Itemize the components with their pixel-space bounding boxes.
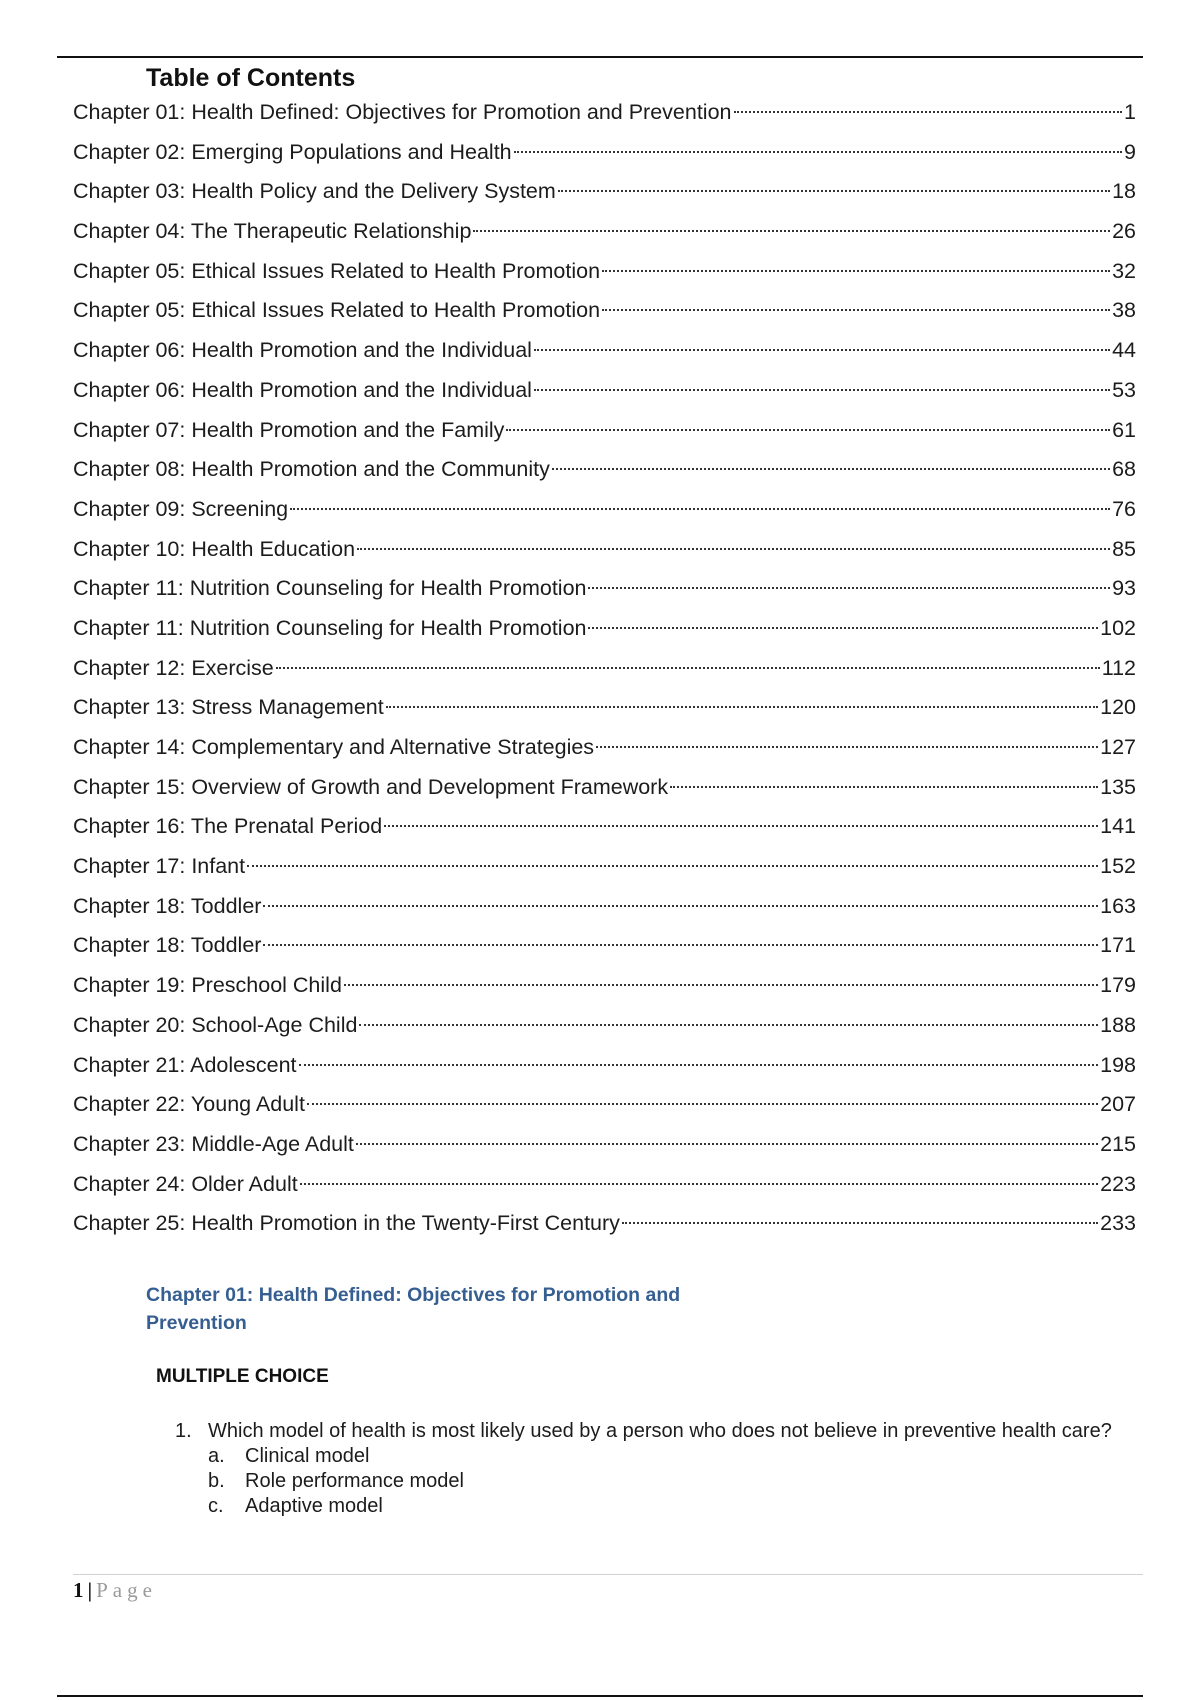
toc-entry-page: 53 bbox=[1112, 377, 1136, 402]
toc-entry-label: Chapter 25: Health Promotion in the Twenty-First Century bbox=[73, 1211, 620, 1236]
toc-entry-page: 1 bbox=[1124, 100, 1136, 124]
toc-entry-label: Chapter 11: Nutrition Counseling for Health Promotion bbox=[73, 615, 587, 640]
toc-entry-page: 68 bbox=[1112, 457, 1136, 482]
toc-dot-leader bbox=[384, 824, 1098, 827]
answer-options bbox=[208, 1444, 1115, 1519]
toc-entry[interactable] bbox=[73, 926, 1136, 966]
toc-entry[interactable] bbox=[73, 1046, 1136, 1086]
toc-entry-label: Chapter 01: Health Defined: Objectives for Promotion and Prevention bbox=[73, 100, 732, 124]
toc-entry-page: 120 bbox=[1100, 695, 1136, 720]
toc-entry[interactable] bbox=[73, 609, 1136, 649]
toc-entry-page: 85 bbox=[1112, 536, 1136, 561]
toc-entry-page: 26 bbox=[1112, 219, 1136, 244]
bottom-rule bbox=[57, 1695, 1143, 1697]
toc-dot-leader bbox=[263, 943, 1098, 946]
toc-entry-label: Chapter 06: Health Promotion and the Individual bbox=[73, 377, 532, 402]
toc-entry-label: Chapter 18: Toddler bbox=[73, 893, 262, 918]
toc-dot-leader bbox=[299, 1063, 1099, 1066]
toc-entry-page: 127 bbox=[1100, 735, 1136, 759]
footer-page-word: Page bbox=[96, 1578, 157, 1602]
toc-entry[interactable] bbox=[73, 1006, 1136, 1046]
toc-entry-page: 198 bbox=[1100, 1052, 1136, 1077]
toc-entry-label: Chapter 18: Toddler bbox=[73, 933, 262, 958]
toc-entry-page: 102 bbox=[1100, 615, 1136, 640]
toc-entry-page: 233 bbox=[1100, 1211, 1136, 1236]
toc-entry[interactable] bbox=[73, 807, 1136, 847]
toc-entry[interactable] bbox=[73, 966, 1136, 1006]
toc-dot-leader bbox=[506, 428, 1110, 431]
toc-dot-leader bbox=[602, 269, 1110, 272]
toc-dot-leader bbox=[734, 110, 1123, 113]
toc-entry-page: 135 bbox=[1100, 774, 1136, 799]
toc-entry[interactable] bbox=[73, 490, 1136, 530]
footer-page-number: 1 bbox=[73, 1578, 84, 1602]
toc-dot-leader bbox=[263, 904, 1098, 907]
toc-entry-label: Chapter 03: Health Policy and the Delivery System bbox=[73, 179, 556, 204]
toc-dot-leader bbox=[534, 388, 1110, 391]
toc-entry-page: 93 bbox=[1112, 576, 1136, 601]
page-footer bbox=[73, 1578, 157, 1603]
answer-option-c bbox=[208, 1494, 1115, 1519]
toc-entry-page: 76 bbox=[1112, 496, 1136, 521]
toc-entry-page: 38 bbox=[1112, 298, 1136, 323]
answer-option-a bbox=[208, 1444, 1115, 1469]
toc-entry[interactable] bbox=[73, 768, 1136, 808]
toc-entry-label: Chapter 04: The Therapeutic Relationship bbox=[73, 219, 472, 244]
toc-entry[interactable] bbox=[73, 172, 1136, 212]
toc-dot-leader bbox=[247, 864, 1098, 867]
toc-dot-leader bbox=[514, 150, 1122, 153]
toc-title: Table of Contents bbox=[146, 64, 356, 92]
toc-dot-leader bbox=[300, 1182, 1098, 1185]
toc-entry[interactable] bbox=[73, 212, 1136, 252]
toc-dot-leader bbox=[552, 467, 1110, 470]
toc-entry-label: Chapter 16: The Prenatal Period bbox=[73, 814, 383, 839]
question-number: 1. bbox=[175, 1420, 192, 1442]
toc-entry-page: 163 bbox=[1100, 893, 1136, 918]
toc-entry-page: 9 bbox=[1124, 139, 1136, 164]
toc-entry[interactable] bbox=[73, 887, 1136, 927]
toc-entry[interactable] bbox=[73, 133, 1136, 173]
toc-entry[interactable] bbox=[73, 1085, 1136, 1125]
toc-entry[interactable] bbox=[73, 450, 1136, 490]
toc-entry-label: Chapter 11: Nutrition Counseling for Health Promotion bbox=[73, 576, 587, 601]
toc-entry-page: 171 bbox=[1100, 933, 1136, 958]
toc-entry[interactable] bbox=[73, 411, 1136, 451]
toc-entry-page: 141 bbox=[1100, 814, 1136, 839]
toc-entry[interactable] bbox=[73, 1125, 1136, 1165]
toc-dot-leader bbox=[386, 705, 1098, 708]
toc-entry-page: 188 bbox=[1100, 1012, 1136, 1037]
toc-entry-label: Chapter 05: Ethical Issues Related to Health Promotion bbox=[73, 298, 601, 323]
option-letter: b. bbox=[208, 1470, 225, 1492]
toc-dot-leader bbox=[290, 507, 1110, 510]
toc-entry[interactable] bbox=[73, 291, 1136, 331]
toc-dot-leader bbox=[558, 189, 1110, 192]
question-text: Which model of health is most likely used by a person who does not believe in preventive health care? bbox=[208, 1420, 1112, 1442]
toc-entry[interactable] bbox=[73, 688, 1136, 728]
toc-entry-page: 179 bbox=[1100, 973, 1136, 998]
toc-entry-label: Chapter 14: Complementary and Alternative Strategies bbox=[73, 735, 595, 759]
toc-entry[interactable] bbox=[73, 847, 1136, 887]
question bbox=[175, 1418, 1115, 1519]
toc-entry-page: 152 bbox=[1100, 854, 1136, 879]
toc-dot-leader bbox=[534, 348, 1110, 351]
toc-entry[interactable] bbox=[73, 331, 1136, 371]
top-rule bbox=[57, 56, 1143, 58]
section-label: MULTIPLE CHOICE bbox=[156, 1366, 329, 1387]
option-letter: c. bbox=[208, 1495, 224, 1517]
toc-entry-label: Chapter 24: Older Adult bbox=[73, 1171, 298, 1196]
option-letter: a. bbox=[208, 1445, 225, 1467]
toc-entry-page: 18 bbox=[1112, 179, 1136, 204]
option-text: Clinical model bbox=[245, 1445, 370, 1467]
toc-dot-leader bbox=[307, 1102, 1098, 1105]
toc-dot-leader bbox=[359, 1023, 1098, 1026]
toc-entry-label: Chapter 02: Emerging Populations and Health bbox=[73, 139, 512, 164]
toc-dot-leader bbox=[357, 547, 1110, 550]
toc-entry-label: Chapter 09: Screening bbox=[73, 496, 289, 521]
toc-entry-label: Chapter 23: Middle-Age Adult bbox=[73, 1131, 354, 1156]
toc-dot-leader bbox=[622, 1221, 1098, 1224]
toc-entry-page: 61 bbox=[1112, 417, 1136, 442]
toc-dot-leader bbox=[596, 745, 1098, 748]
toc-dot-leader bbox=[602, 308, 1110, 311]
footer-rule bbox=[73, 1574, 1143, 1575]
answer-option-b bbox=[208, 1469, 1115, 1494]
toc-entry-page: 215 bbox=[1100, 1131, 1136, 1156]
toc-entry-page: 44 bbox=[1112, 338, 1136, 363]
toc-entry-label: Chapter 21: Adolescent bbox=[73, 1052, 297, 1077]
toc-entry-label: Chapter 20: School-Age Child bbox=[73, 1012, 358, 1037]
toc-entry[interactable] bbox=[73, 93, 1136, 133]
toc-entry-label: Chapter 22: Young Adult bbox=[73, 1092, 305, 1117]
toc-entry-page: 112 bbox=[1101, 655, 1136, 680]
toc-entry-page: 32 bbox=[1112, 258, 1136, 283]
toc-entry-label: Chapter 19: Preschool Child bbox=[73, 973, 342, 998]
toc-dot-leader bbox=[344, 983, 1098, 986]
toc-entry-label: Chapter 12: Exercise bbox=[73, 655, 274, 680]
toc-entry[interactable] bbox=[73, 649, 1136, 689]
toc-entry[interactable] bbox=[73, 252, 1136, 292]
toc-entry-label: Chapter 13: Stress Management bbox=[73, 695, 384, 720]
toc-entry-label: Chapter 07: Health Promotion and the Family bbox=[73, 417, 505, 442]
toc-entry[interactable] bbox=[73, 530, 1136, 570]
toc-dot-leader bbox=[588, 626, 1098, 629]
toc-dot-leader bbox=[276, 666, 1100, 669]
toc-dot-leader bbox=[588, 586, 1110, 589]
toc-dot-leader bbox=[473, 229, 1110, 232]
toc-entry-label: Chapter 08: Health Promotion and the Community bbox=[73, 457, 550, 482]
toc-entry-page: 207 bbox=[1100, 1092, 1136, 1117]
toc-entry-label: Chapter 10: Health Education bbox=[73, 536, 356, 561]
chapter-heading[interactable]: Chapter 01: Health Defined: Objectives for Promotion and Prevention bbox=[146, 1284, 681, 1334]
toc-entry[interactable] bbox=[73, 569, 1136, 609]
toc-entry[interactable] bbox=[73, 1204, 1136, 1244]
toc-entry-label: Chapter 05: Ethical Issues Related to Health Promotion bbox=[73, 258, 601, 283]
table-of-contents bbox=[73, 93, 1136, 1244]
toc-entry-label: Chapter 17: Infant bbox=[73, 854, 246, 879]
toc-dot-leader bbox=[670, 785, 1098, 788]
toc-entry-page: 223 bbox=[1100, 1171, 1136, 1196]
toc-entry[interactable] bbox=[73, 371, 1136, 411]
toc-dot-leader bbox=[356, 1142, 1098, 1145]
footer-separator: | bbox=[87, 1578, 93, 1602]
option-text: Role performance model bbox=[245, 1470, 464, 1492]
toc-entry[interactable] bbox=[73, 728, 1136, 768]
toc-entry-label: Chapter 06: Health Promotion and the Individual bbox=[73, 338, 532, 363]
toc-entry[interactable] bbox=[73, 1165, 1136, 1205]
toc-entry-label: Chapter 15: Overview of Growth and Development Framework bbox=[73, 774, 669, 799]
option-text: Adaptive model bbox=[245, 1495, 383, 1517]
